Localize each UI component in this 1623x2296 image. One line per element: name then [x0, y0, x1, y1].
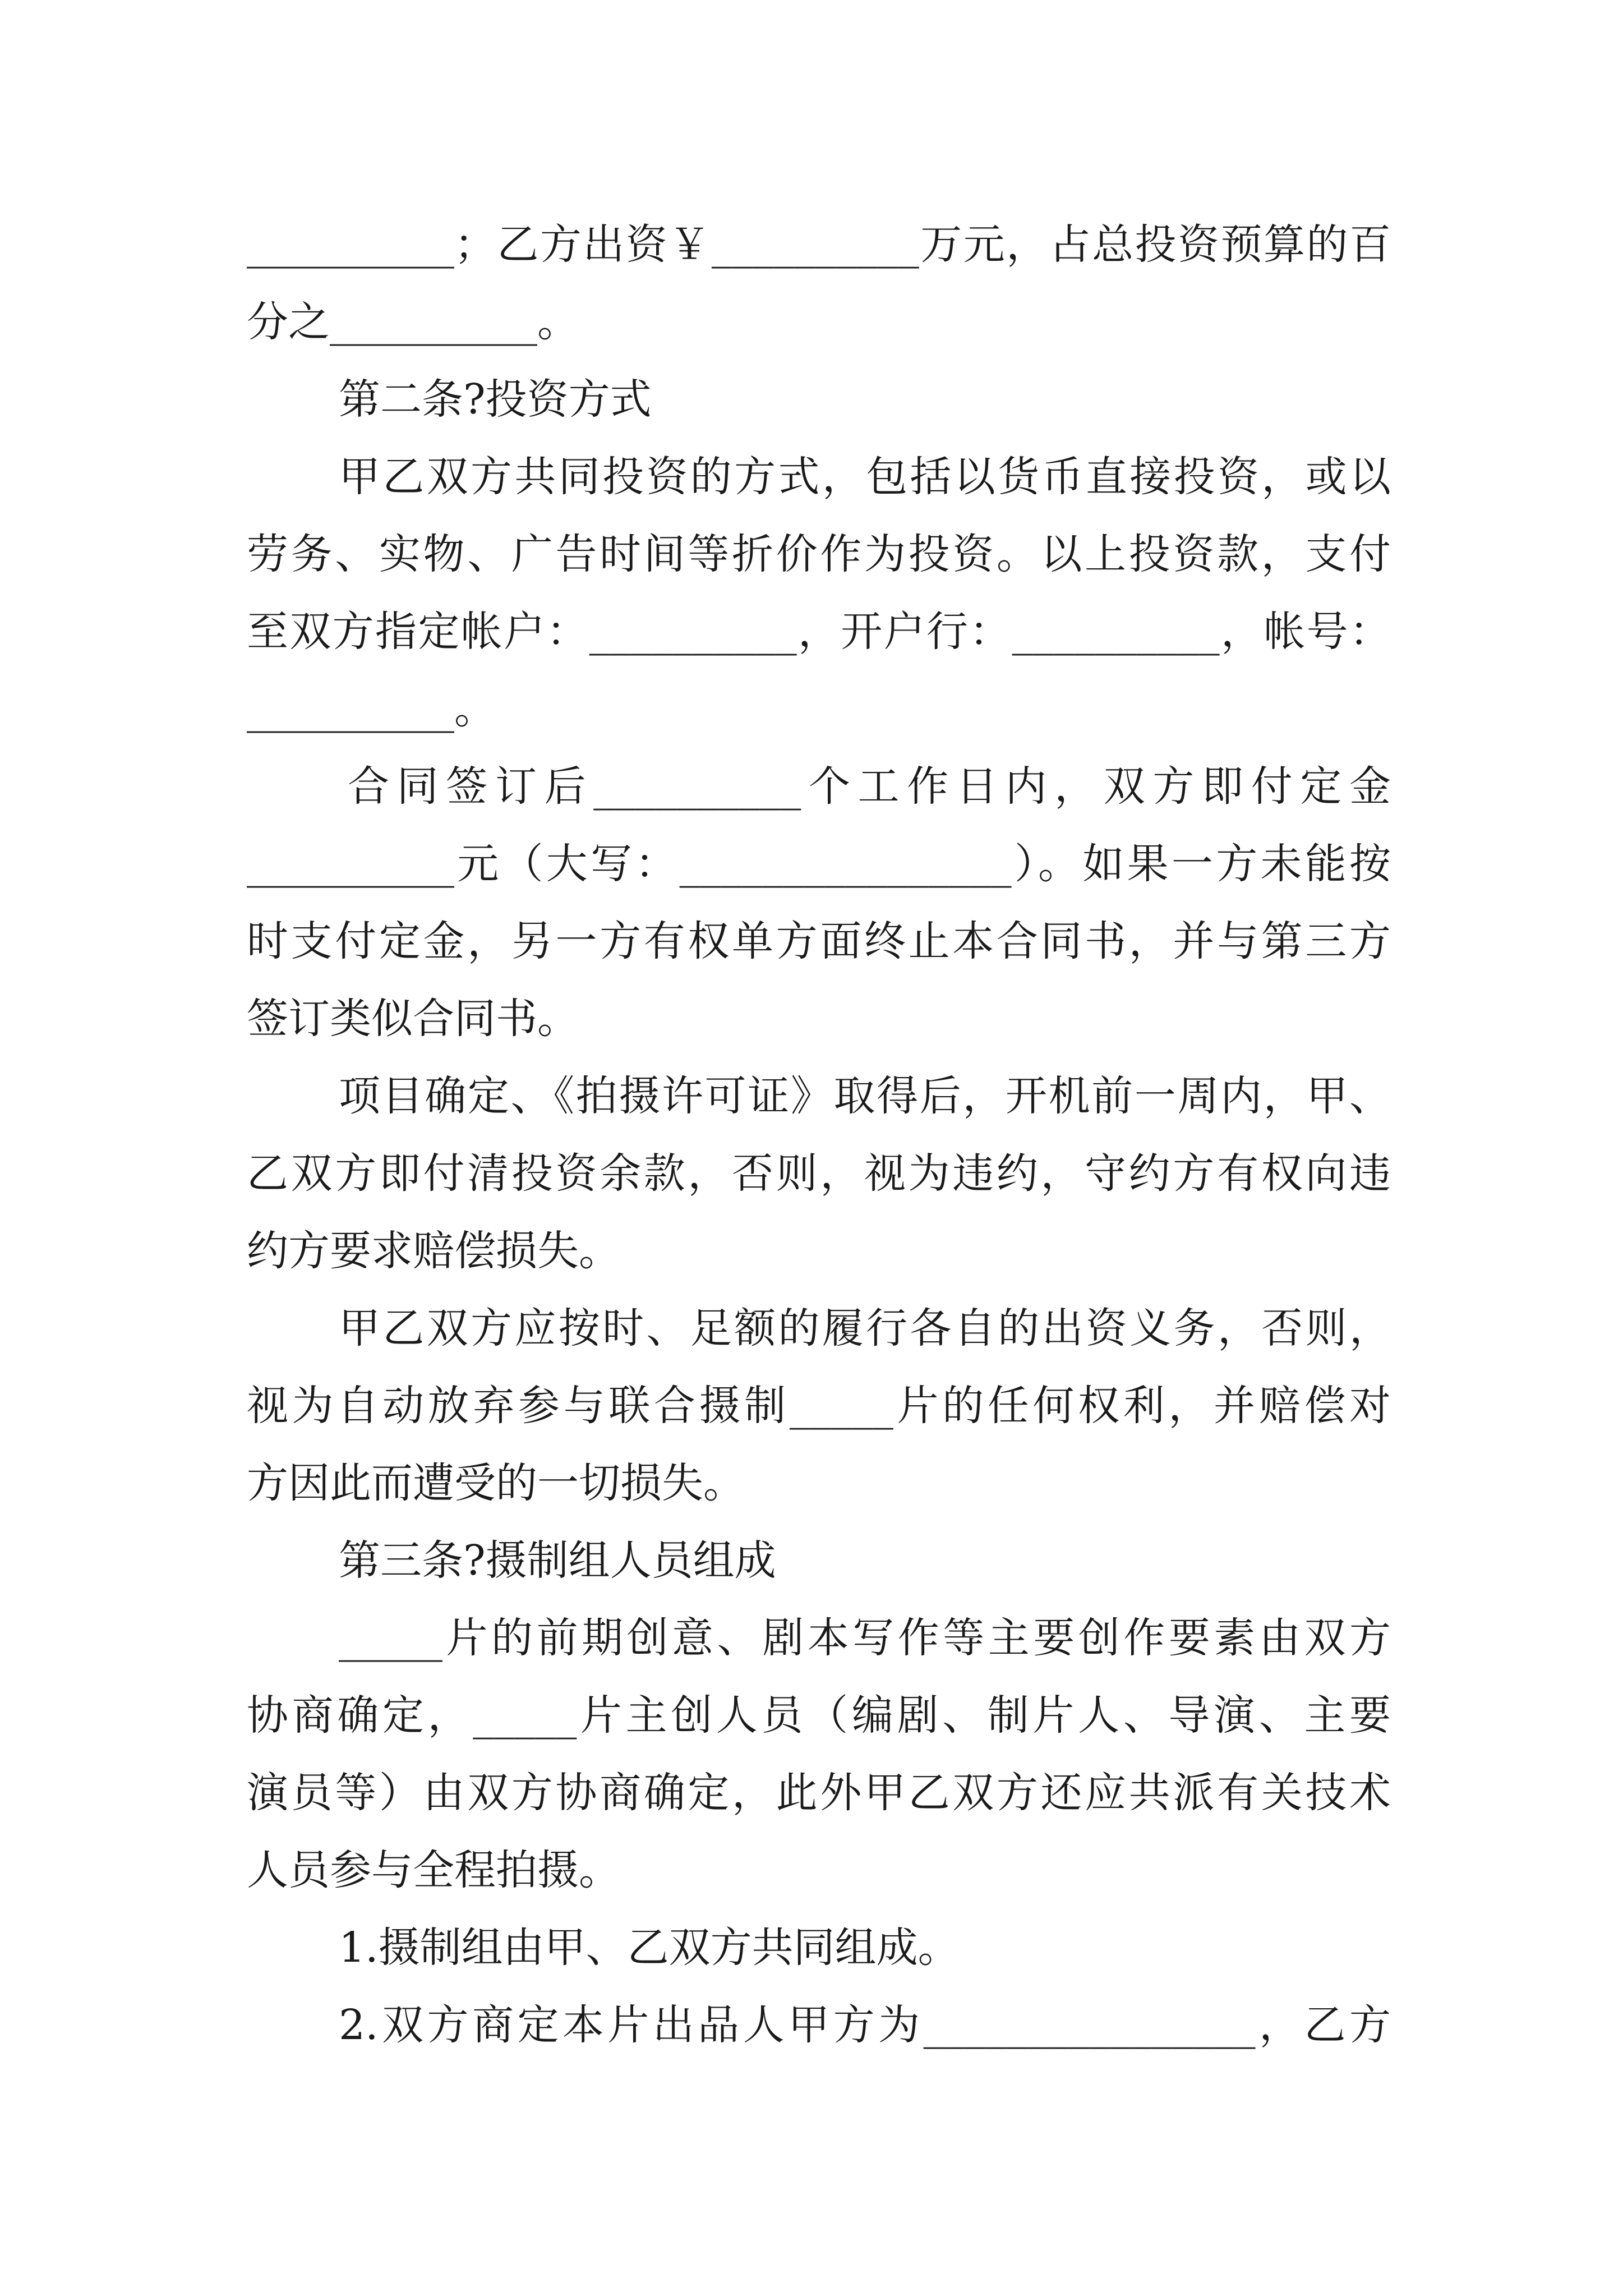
list-item: 1.摄制组由甲、乙双方共同组成。 [339, 1924, 960, 1972]
text-line: 签订类似合同书。 [247, 995, 579, 1043]
text-line: 乙双方即付清投资余款，否则，视为违约，守约方有权向违 [247, 1149, 1391, 1198]
text-line: 视为自动放弃参与联合摄制_____片的任何权利，并赔偿对 [247, 1382, 1391, 1430]
section-heading: 第二条?投资方式 [339, 375, 652, 424]
text-line: 劳务、实物、广告时间等折价作为投资。以上投资款，支付 [247, 530, 1391, 578]
text-line: __________元（大写：________________）。如果一方未能按 [247, 840, 1391, 888]
text-line: __________；乙方出资￥__________万元，占总投资预算的百 [247, 220, 1391, 269]
text-line: 项目确定、《拍摄许可证》取得后，开机前一周内，甲、 [339, 1072, 1391, 1120]
text-line: 演员等）由双方协商确定，此外甲乙双方还应共派有关技术 [247, 1769, 1391, 1817]
section-heading: 第三条?摄制组人员组成 [339, 1536, 776, 1585]
text-line: 至双方指定帐户：__________，开户行：__________，帐号： [247, 608, 1391, 656]
text-line: 甲乙双方共同投资的方式，包括以货币直接投资，或以 [339, 453, 1391, 501]
text-line: 方因此而遭受的一切损失。 [247, 1459, 745, 1507]
text-line: 分之__________。 [247, 298, 579, 346]
text-line: 合同签订后__________个工作日内，双方即付定金 [348, 762, 1391, 811]
text-line: _____片的前期创意、剧本写作等主要创作要素由双方 [339, 1614, 1391, 1662]
text-line: 人员参与全程拍摄。 [247, 1846, 620, 1894]
text-line: 时支付定金，另一方有权单方面终止本合同书，并与第三方 [247, 917, 1391, 965]
text-line: 甲乙双方应按时、足额的履行各自的出资义务，否则， [339, 1304, 1391, 1352]
text-line: 约方要求赔偿损失。 [247, 1227, 620, 1275]
text-line: 协商确定，_____片主创人员（编剧、制片人、导演、主要 [247, 1691, 1391, 1740]
text-line: __________。 [247, 685, 496, 733]
list-item: 2.双方商定本片出品人甲方为________________，乙方 [339, 2001, 1391, 2049]
